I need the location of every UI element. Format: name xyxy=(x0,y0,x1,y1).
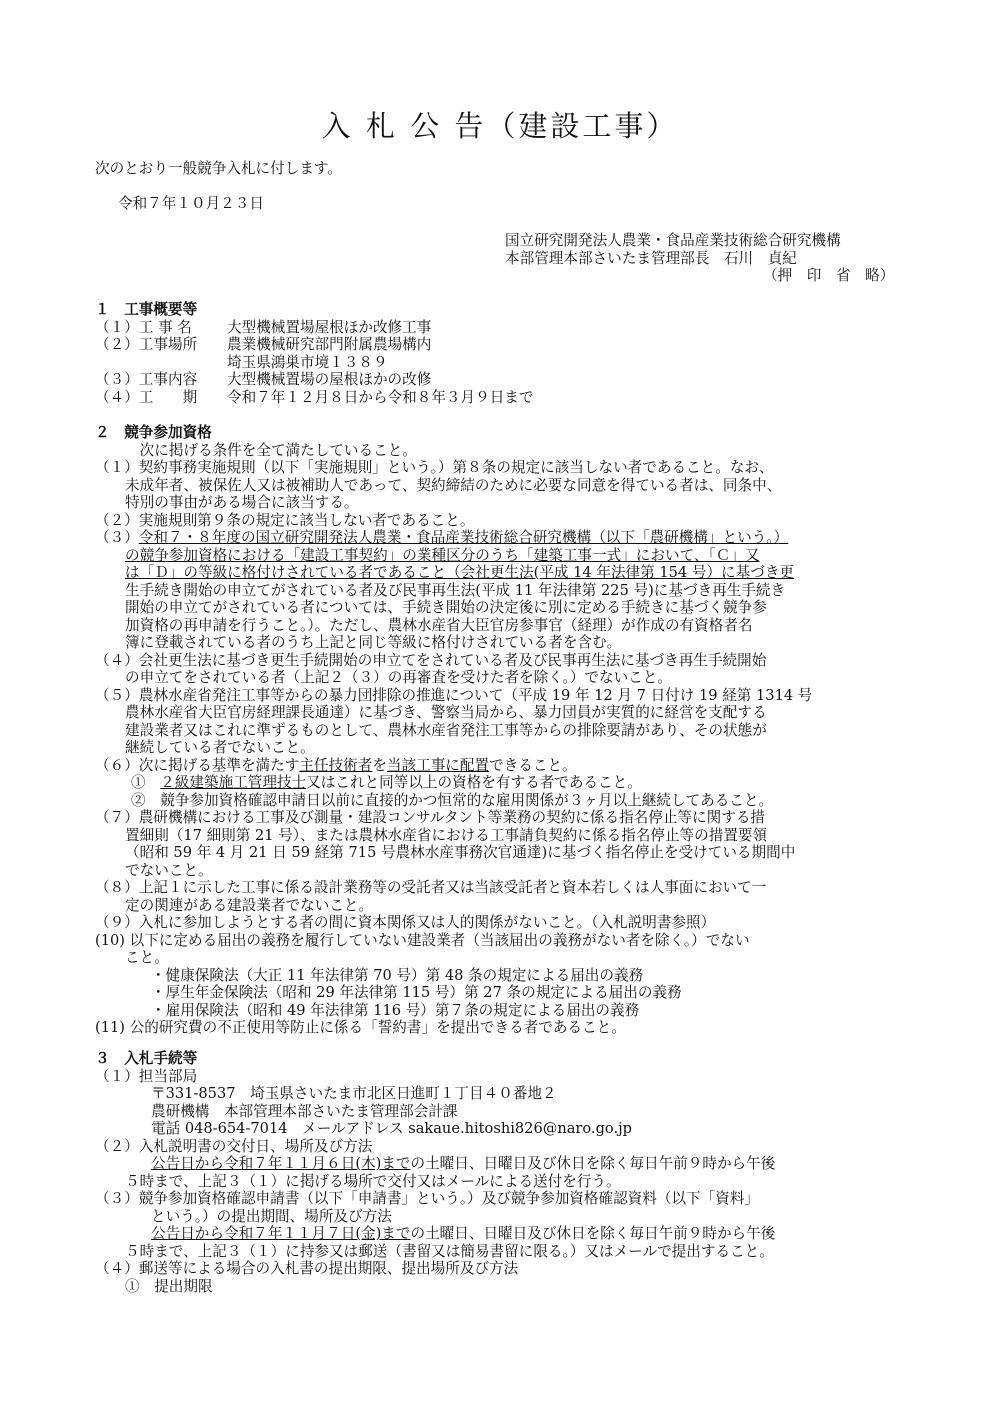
s2-line: （３）令和７・８年度の国立研究開発法人農業・食品産業技術総合研究機構（以下「農研機構」という。） xyxy=(95,529,789,546)
s2-line: 農林水産省大臣官房経理課長通達）に基づき、警察当局から、暴力団員が実質的に経営を支配する xyxy=(125,704,767,721)
s2-line: 特別の事由がある場合に該当する。 xyxy=(125,494,359,511)
s2-line: 建設業者又はこれに準ずるものとして、農林水産省発注工事等からの排除要請があり、その状態が xyxy=(125,721,767,739)
s2-line: の競争参加資格における「建設工事契約」の業種区分のうち「建築工事一式」において、「Ｃ」又 xyxy=(125,546,760,564)
s3-line: ５時まで、上記３（１）に持参又は郵送（書留又は簡易書留に限る。）又はメールで提出すること。 xyxy=(125,1242,774,1260)
s3-line: ５時まで、上記３（１）に掲げる場所で交付又はメールによる送付を行う。 xyxy=(125,1172,621,1190)
section-1 xyxy=(95,301,917,406)
s2-line: （２）実施規則第９条の規定に該当しない者であること。 xyxy=(95,511,475,529)
intro-text: 次のとおり一般競争入札に付します。 xyxy=(95,160,342,177)
s2-line: （８）上記１に示した工事に係る設計業務等の受託者又は当該受託者と資本若しくは人事面において一 xyxy=(95,879,767,896)
s2-line: (11) 公的研究費の不正使用等防止に係る「誓約書」を提出できる者であること。 xyxy=(95,1019,626,1036)
s2-line: （７）農研機構における工事及び測量・建設コンサルタント等業務の契約に係る指名停止等に関する措 xyxy=(95,809,766,826)
s2-line: （６）次に掲げる基準を満たす主任技術者を当該工事に配置できること。 xyxy=(95,756,577,774)
s2-line: 加資格の再申請を行うこと。）。ただし、農林水産省大臣官房参事官（経理）が作成の有資格者名 xyxy=(125,616,753,634)
s1-row: 埼玉県鴻巣市境１３８９ xyxy=(227,353,388,371)
s2-line: 生手続き開始の申立てがされている者及び民事再生法(平成 11 年法律第 225 号)に基づき再生手続き xyxy=(125,581,786,599)
s2-line: (10) 以下に定める届出の義務を履行していない建設業者（当該届出の義務がない者を除く。）でない xyxy=(95,931,750,949)
s3-line: （１）担当部局 xyxy=(95,1067,198,1085)
section-1-heading: １ 工事概要等 xyxy=(95,301,198,318)
s2-line: 未成年者、被保佐人又は被補助人であって、契約締結のために必要な同意を得ている者は、同条中、 xyxy=(125,476,782,494)
issuer-person: 本部管理本部さいたま管理部長 石川 貞紀 xyxy=(505,249,797,267)
s2-line: 開始の申立てがされている者については、手続き開始の決定後に別に定める手続きに基づく競争参 xyxy=(125,599,767,616)
s2-line: ① ２級建築施工管理技士又はこれと同等以上の資格を有する者であること。 xyxy=(131,774,642,791)
s2-line: ② 競争参加資格確認申請日以前に直接的かつ恒常的な雇用関係が３ヶ月以上継続してあること。 xyxy=(131,791,774,809)
section-3-heading: ３ 入札手続等 xyxy=(95,1050,198,1067)
s1-row: （１）工 事 名 大型機械置場屋根ほか改修工事 xyxy=(95,318,432,336)
s2-line: （昭和 59 年 4 月 21 日 59 経第 715 号農林水産事務次官通達)に基づく指名停止を受けている期間中 xyxy=(125,844,796,861)
page-title: 入 札 公 告（建設工事） xyxy=(321,109,679,143)
s3-line: （４）郵送等による場合の入札書の提出期限、提出場所及び方法 xyxy=(95,1260,519,1277)
s2-line: こと。 xyxy=(125,949,169,966)
s1-row: （２）工事場所 農業機械研究部門附属農場構内 xyxy=(95,336,432,353)
s2-line: （４）会社更生法に基づき更生手続開始の申立てをされている者及び民事再生法に基づき再生手続開始 xyxy=(95,651,767,669)
s2-line: の申立てをされている者（上記２（３）の再審査を受けた者を除く。）でないこと。 xyxy=(125,669,672,686)
notice-date: 令和７年１０月２３日 xyxy=(118,195,264,212)
s2-line: は「Ｄ」の等級に格付けされている者であること（会社更生法(平成 14 年法律第 154 号）に基づき更 xyxy=(125,564,795,581)
s2-line: ・健康保険法（大正 11 年法律第 70 号）第 48 条の規定による届出の義務 xyxy=(151,966,644,984)
s2-line: 簿に登載されている者のうち上記と同じ等級に格付けされている者を含む。 xyxy=(125,634,622,651)
s2-line: ・雇用保険法（昭和 49 年法律第 116 号）第７条の規定による届出の義務 xyxy=(151,1001,640,1019)
s2-line: 継続している者でないこと。 xyxy=(125,739,315,756)
section-3 xyxy=(95,1050,917,1295)
s3-line: という。）の提出期間、場所及び方法 xyxy=(151,1207,392,1225)
s3-line: （３）競争参加資格確認申請書（以下「申請書」という。）及び競争参加資格確認資料（以下「資料」 xyxy=(95,1190,760,1207)
s3-line: （２）入札説明書の交付日、場所及び方法 xyxy=(95,1137,373,1155)
s2-line: 定の関連がある建設業者でないこと。 xyxy=(125,896,374,914)
s1-row: （３）工事内容 大型機械置場の屋根ほかの改修 xyxy=(95,371,432,388)
s2-line: （９）入札に参加しようとする者の間に資本関係又は人的関係がないこと。（入札説明書参照） xyxy=(95,914,716,931)
s3-line: 電話 048-654-7014 メールアドレス sakaue.hitoshi826@naro.go.jp xyxy=(151,1120,632,1137)
seal-omitted-note: （押 印 省 略） xyxy=(763,267,895,284)
section-2 xyxy=(95,424,917,1037)
s1-row: （４）工 期 令和７年１２月８日から令和８年３月９日まで xyxy=(95,388,534,406)
s3-line: 公告日から令和７年１１月６日(木)までの土曜日、日曜日及び休日を除く毎日午前９時から午後 xyxy=(151,1155,776,1172)
s2-line: 置細則（17 細則第 21 号）、または農林水産省における工事請負契約に係る指名停止等の措置要領 xyxy=(125,826,768,844)
s2-line: （５）農林水産省発注工事等からの暴力団排除の推進について（平成 19 年 12 月 7 日付け 19 経第 1314 号 xyxy=(95,686,813,704)
issuer-block xyxy=(505,232,894,285)
s2-line: ・厚生年金保険法（昭和 29 年法律第 115 号）第 27 条の規定による届出の義務 xyxy=(151,984,682,1001)
s2-line: でないこと。 xyxy=(125,861,213,879)
issuer-org: 国立研究開発法人農業・食品産業技術総合研究機構 xyxy=(505,232,841,249)
s3-line: 農研機構 本部管理本部さいたま管理部会計課 xyxy=(151,1102,458,1120)
s3-line: 〒331-8537 埼玉県さいたま市北区日進町１丁目４０番地２ xyxy=(151,1085,557,1102)
s3-line: 公告日から令和７年１１月７日(金)までの土曜日、日曜日及び休日を除く毎日午前９時から午後 xyxy=(151,1225,776,1242)
s2-line: 次に掲げる条件を全て満たしていること。 xyxy=(125,441,417,459)
s3-line: ① 提出期限 xyxy=(125,1277,213,1295)
section-2-heading: ２ 競争参加資格 xyxy=(95,424,212,441)
s2-line: （１）契約事務実施規則（以下「実施規則」という。）第８条の規定に該当しない者であること。なお、 xyxy=(95,459,774,476)
